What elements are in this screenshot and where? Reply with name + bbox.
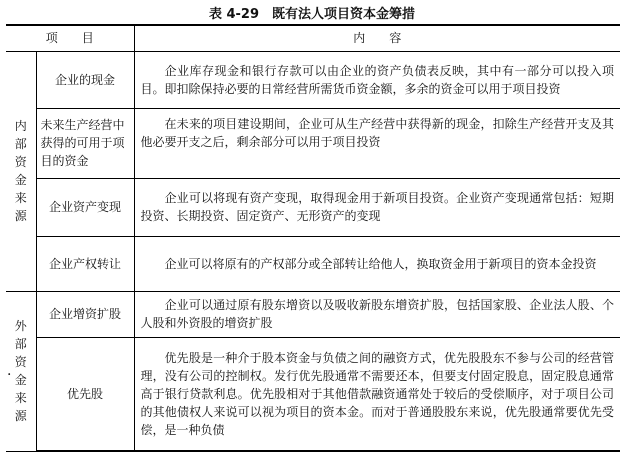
- financing-table: [6, 24, 620, 452]
- row-content: 企业可以将现有资产变现，取得现金用于新项目投资。企业资产变现通常包括：短期投资、长期投资、固定资产、无形资产的变现: [134, 178, 620, 236]
- table-row: [6, 337, 620, 451]
- table-row: [6, 178, 620, 236]
- row-content: 企业可以通过原有股东增资以及吸收新股东增资扩股，包括国家股、企业法人股、个人股和外资股的增资扩股: [134, 291, 620, 337]
- row-item: 企业的现金: [36, 51, 134, 108]
- row-item: 未来生产经营中获得的可用于项目的资金: [36, 108, 134, 178]
- table-row: [6, 51, 620, 108]
- header-item: 项 目: [6, 25, 134, 51]
- table-row: [6, 108, 620, 178]
- header-content: 内 容: [134, 25, 620, 51]
- row-item: 优先股: [36, 337, 134, 451]
- table-title: 表 4-29 既有法人项目资本金筹措: [208, 7, 416, 22]
- scan-dot: ·: [7, 367, 12, 383]
- row-content: 企业可以将原有的产权部分或全部转让给他人，换取资金用于新项目的资本金投资: [134, 236, 620, 291]
- row-content: 在未来的项目建设期间，企业可从生产经营中获得新的现金，扣除生产经营开支及其他必要开支之后，剩余部分可以用于项目投资: [134, 108, 620, 178]
- row-item: 企业产权转让: [36, 236, 134, 291]
- table-header-row: [6, 25, 620, 51]
- table-row: [6, 291, 620, 337]
- group-label-external: 外部资金来源: [6, 291, 36, 451]
- row-content: 优先股是一种介于股本资金与负债之间的融资方式，优先股股东不参与公司的经营管理，没有公司的控制权。发行优先股通常不需要还本，但要支付固定股息，固定股息通常高于银行贷款利息。优先股相对于其他借款融资通常处于较后的受偿顺序，对于项目公司的其他债权人来说可以视为项目的资本金。而对于普通股股东来说，优先股通常要优先受偿，是一种负债: [134, 337, 620, 451]
- row-item: 企业增资扩股: [36, 291, 134, 337]
- group-label-internal: 内部资金来源: [6, 51, 36, 291]
- row-item: 企业资产变现: [36, 178, 134, 236]
- row-content: 企业库存现金和银行存款可以由企业的资产负债表反映，其中有一部分可以投入项目。即扣除保持必要的日常经营所需货币资金额，多余的资金可以用于项目投资: [134, 51, 620, 108]
- table-row: [6, 236, 620, 291]
